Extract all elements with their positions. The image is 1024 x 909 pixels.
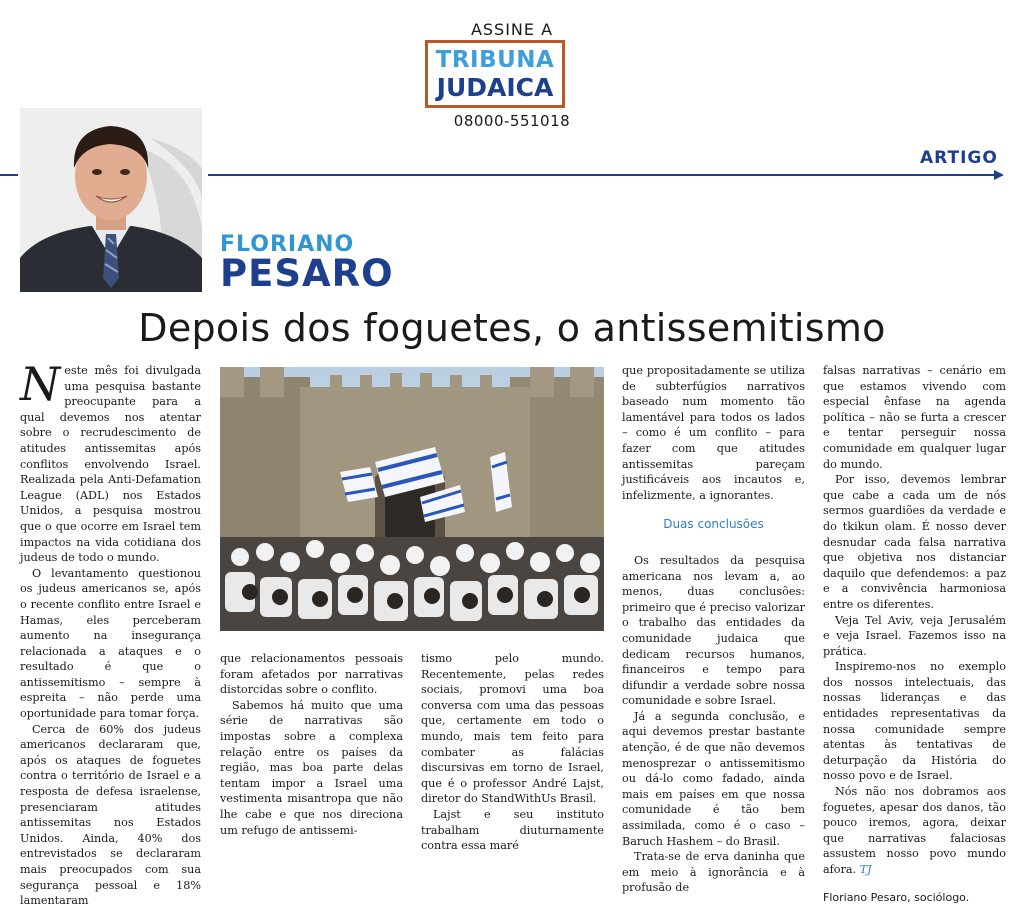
paragraph: O levantamento questionou os judeus americanos se, após o recente conflito entre Israel e Hamas, eles perceberam aumento na insegurança relacionada a ataques e o resultado é que o antissemitismo – sempre à espreita – não perde uma oportunidade para tomar força. (20, 566, 201, 721)
article-column-3-lower (421, 651, 604, 854)
paragraph: Já a segunda conclusão, e aqui devemos prestar bastante atenção, é de que não devemos menosprezar o antissemitismo ou dá-lo como fadado, ainda mais em países em que nossa comunidade é tão bem assimilada, como é o caso – Baruch Hashem – do Brasil. (622, 709, 805, 848)
subheading: Duas conclusões (663, 517, 764, 532)
paragraph: tismo pelo mundo. Recentemente, pelas redes sociais, promovi uma boa conversa com uma das pessoas que, certamente em todo o mundo, mais tem feito para combater as falácias discursivas em torno de Israel, que é o professor André Lajst, diretor do StandWithUs Brasil. (421, 652, 604, 806)
paragraph: Trata-se de erva daninha que em meio à ignorância e à profusão de (622, 850, 805, 895)
paragraph: Os resultados da pesquisa americana nos levam a, ao menos, duas conclusões: primeiro que é preciso valorizar o trabalho das entidades da comunidade judaica que dedicam recursos humanos, financeiros e tempo para difundir a verdade sobre nossa comunidade e sobre Israel. (622, 553, 805, 708)
paragraph: falsas narrativas – cenário em que estamos vivendo com especial ênfase na agenda política – não se furta a crescer e tentar perseguir nossa comunidade em qualquer lugar do mundo. (823, 364, 1006, 471)
paragraph: Por isso, devemos lembrar que cabe a cada um de nós sermos guardiões da verdade e do tkikun olam. É nosso dever desnudar cada falsa narrativa que objetiva nos distanciar daquilo que defendemos: a paz e a convivência harmoniosa entre os diferentes. (823, 473, 1006, 611)
paragraph: que relacionamentos pessoais foram afetados por narrativas distorcidas sobre o conflito. (220, 652, 403, 697)
article-column-1 (20, 357, 201, 909)
paragraph: Neste mês foi divulgada uma pesquisa bastante preocupante para a qual devemos nos atentar sobre o recrudescimento de atitudes antissemitas após conflitos envolvendo Israel. Realizada pela Anti-Defamation League (ADL) nos Estados Unidos, a pesquisa mostrou que o que ocorre em Israel tem impactos na vida cotidiana dos judeus de todo o mundo. (20, 357, 201, 565)
tribuna-judaica-logo[interactable] (425, 40, 565, 108)
paragraph: Cerca de 60% dos judeus americanos declararam que, após os ataques de foguetes contra o território de Israel e a resposta de defesa israelense, presenciaram atitudes antissemitas nos Estados Unidos. Ainda, 40% dos entrevistados se declararam mais preocupados com sua segurança pessoal e 18% lamentaram (20, 722, 201, 908)
logo-line-2: JUDAICA (436, 73, 554, 102)
end-mark: TJ (859, 863, 872, 876)
section-label: ARTIGO (920, 148, 998, 168)
section-rule-arrow (994, 170, 1004, 180)
article-headline: Depois dos foguetes, o antissemitismo (138, 306, 886, 350)
ad-header: ASSINE A (470, 20, 554, 39)
author-signature: Floriano Pesaro, sociólogo. (823, 890, 970, 904)
drop-cap: N (20, 357, 61, 411)
paragraph: que propositadamente se utiliza de subterfúgios narrativos baseado num momento tão lamentável para todos os lados – como é um conflito – para fazer com que atitudes antissemitas pareçam justificáveis aos incautos e, infelizmente, a ignorantes. (622, 364, 805, 502)
section-rule (208, 174, 994, 176)
article-column-4 (823, 363, 1006, 905)
author-portrait (20, 108, 202, 292)
logo-line-1: TRIBUNA (435, 47, 555, 73)
paragraph: Veja Tel Aviv, veja Jerusalém e veja Israel. Fazemos isso na prática. (823, 613, 1006, 658)
section-rule-left (0, 174, 18, 176)
paragraph: Sabemos há muito que uma série de narrativas são impostas sobre a complexa relação entre os países da região, mas boa parte delas tentam impor a Israel uma vestimenta misantropa que não lhe cabe e que nos direciona um refugo de antissemi- (220, 698, 403, 837)
article-photo (220, 367, 604, 631)
article-column-2 (220, 651, 403, 838)
author-first-name: FLORIANO (220, 232, 355, 257)
paragraph: Lajst e seu instituto trabalham diuturnamente contra essa maré (421, 807, 604, 853)
author-last-name: PESARO (220, 252, 394, 295)
article-column-3 (622, 363, 805, 896)
paragraph: Inspiremo-nos no exemplo dos nossos intelectuais, das nossas lideranças e das entidades representativas da nossa comunidade sempre atentas às tentativas de deturpação da História do nosso povo e de Israel. (823, 660, 1006, 783)
ad-phone-number: 08000-551018 (453, 112, 571, 130)
paragraph: Nós não nos dobramos aos foguetes, apesar dos danos, tão pouco iremos, agora, deixar que narrativas falaciosas assustem nosso povo mundo afora. TJ (823, 785, 1006, 876)
